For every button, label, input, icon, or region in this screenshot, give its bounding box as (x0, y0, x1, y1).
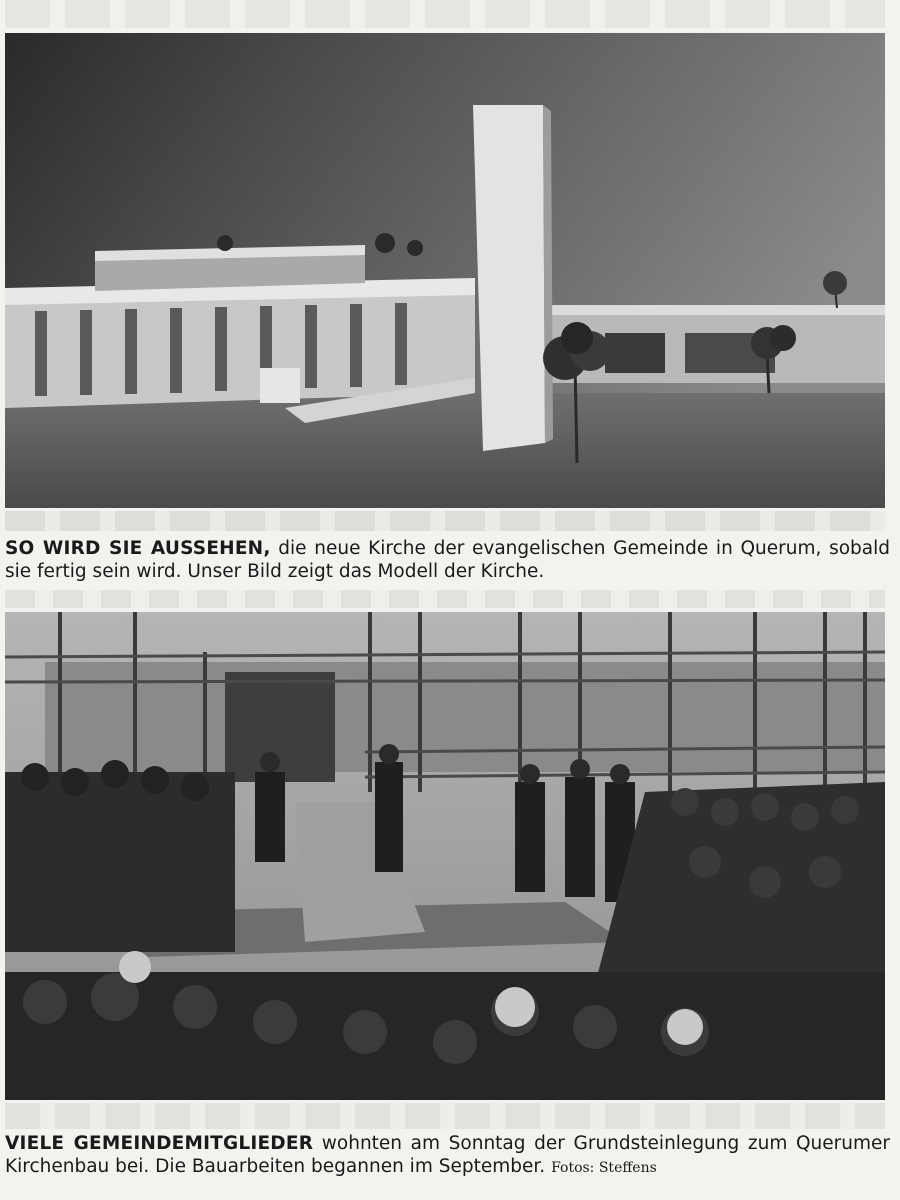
bleed-through-text (5, 0, 885, 28)
church-model-photo (5, 33, 885, 508)
bleed-through-text (5, 1103, 885, 1129)
bleed-through-text (5, 590, 885, 608)
photo-credit: Fotos: Steffens (551, 1160, 657, 1176)
caption-top (5, 537, 890, 583)
caption-top-lead: SO WIRD SIE AUSSEHEN, (5, 538, 271, 559)
ceremony-crowd-illustration (5, 612, 885, 1100)
caption-top-text: die neue Kirche der evangelischen Gemeinde in Querum, sobald sie fertig sein wird. Unser Bild zeigt das Modell der Kirche. (5, 538, 890, 582)
caption-bottom-lead: VIELE GEMEINDEMITGLIEDER (5, 1133, 314, 1154)
caption-bottom (5, 1132, 890, 1180)
caption-bottom-text: wohnten am Sonntag der Grundsteinlegung zum Querumer Kirchenbau bei. Die Bauarbeiten begannen im September. (5, 1133, 890, 1177)
ceremony-crowd-photo (5, 612, 885, 1100)
church-model-illustration (5, 33, 885, 508)
bleed-through-text (5, 511, 885, 531)
